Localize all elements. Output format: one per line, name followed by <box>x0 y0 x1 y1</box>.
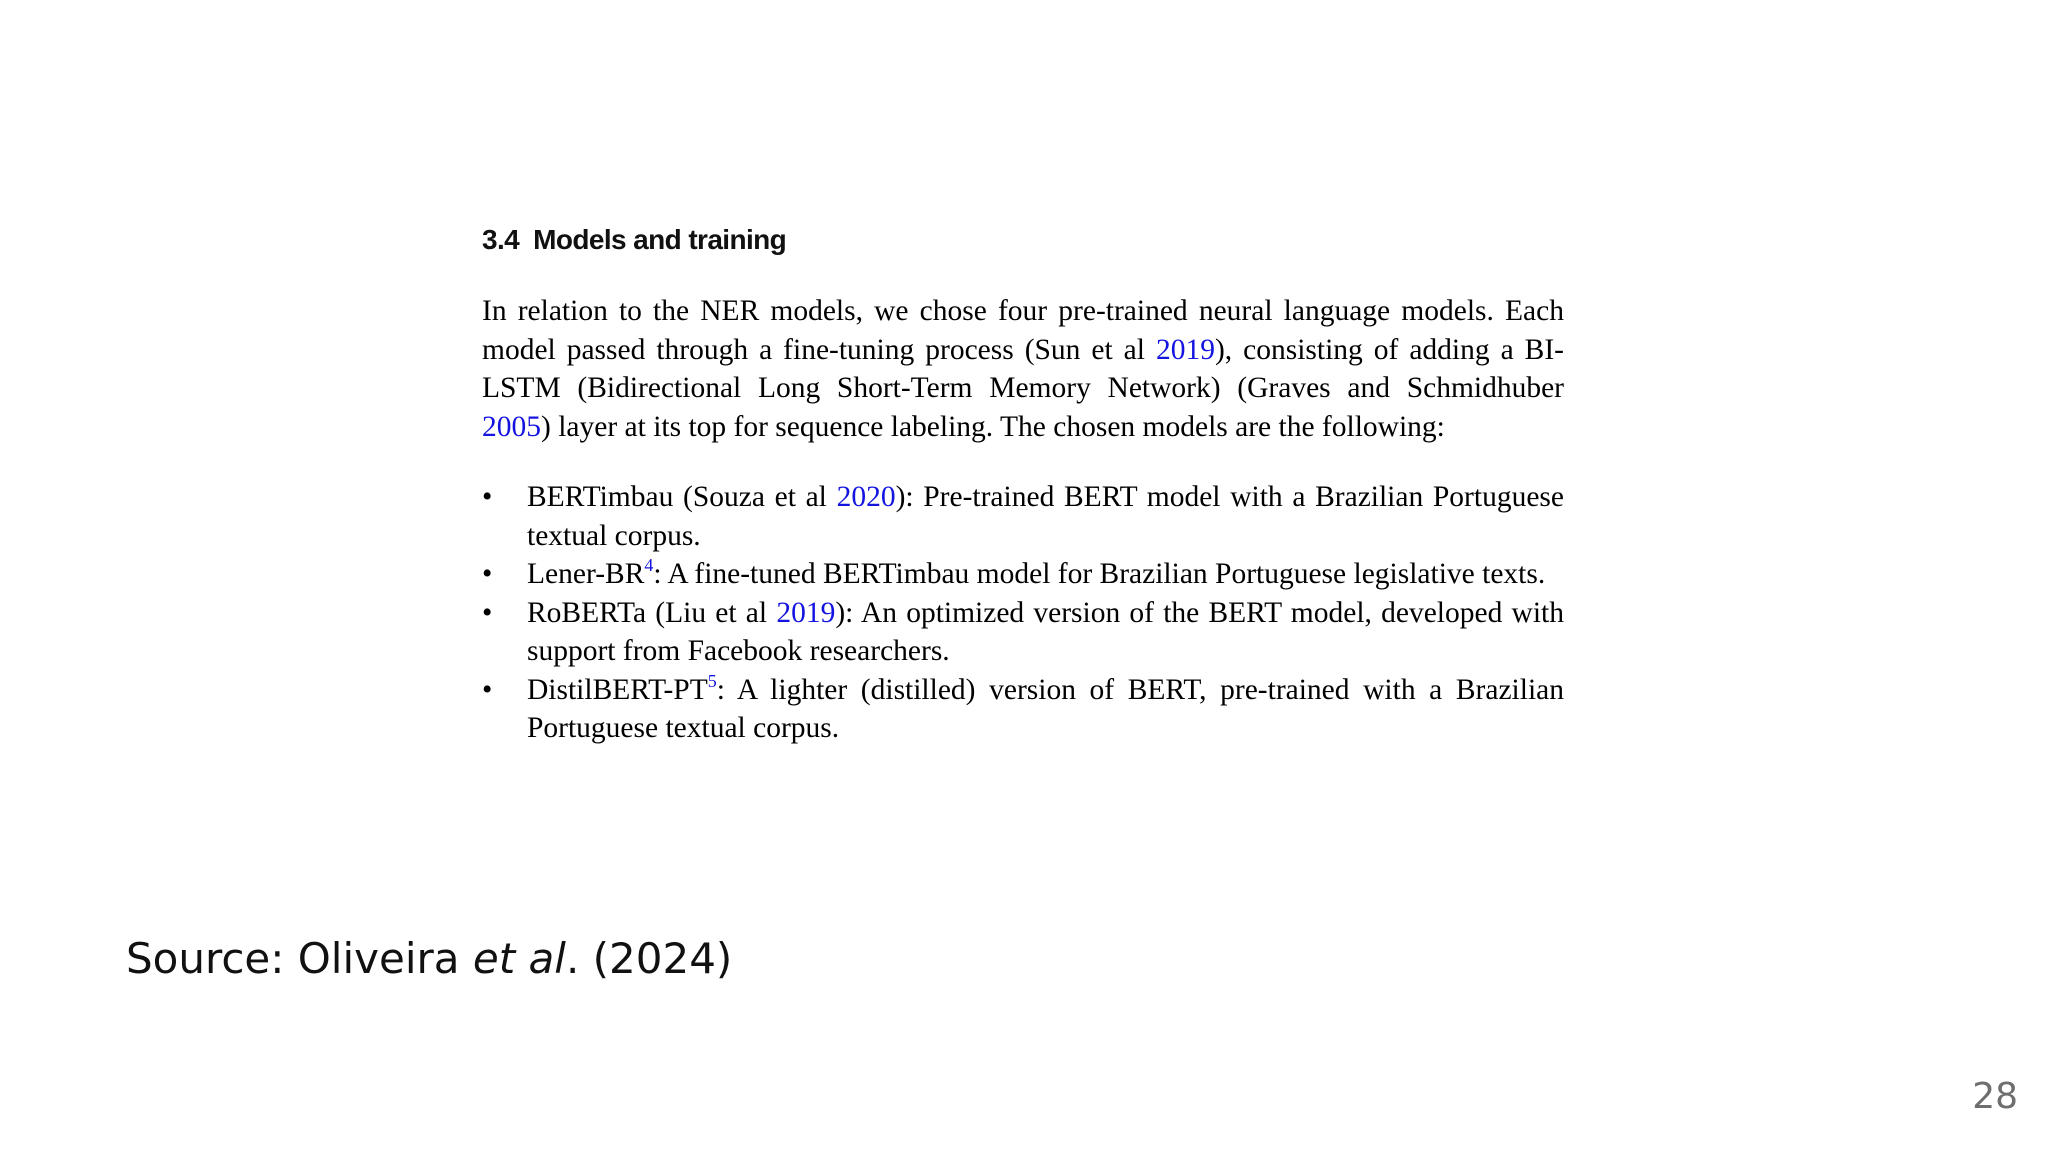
section-number: 3.4 <box>482 224 520 255</box>
intro-paragraph <box>482 292 1564 446</box>
list-item-lener-br <box>482 555 1564 594</box>
model-description-distilbert-pt: : A lighter (distilled) version of BERT, pre-trained with a Brazilian Portuguese textual corpus. <box>527 673 1564 744</box>
slide-page-number: 28 <box>1972 1076 2018 1117</box>
source-prefix: Source: Oliveira <box>126 934 473 983</box>
intro-text-part1: In relation to the NER models, we chose four pre-trained neural language models. Each model passed through a fine-tuning process (Sun et al <box>482 295 1564 366</box>
paper-excerpt <box>482 214 1564 748</box>
bullet-icon: • <box>482 558 493 590</box>
model-description-lener-br: : A fine-tuned BERTimbau model for Brazilian Portuguese legislative texts. <box>653 558 1546 590</box>
model-name-roberta: RoBERTa (Liu et al <box>527 596 777 629</box>
citation-link-graves-2005[interactable]: 2005 <box>482 410 541 443</box>
citation-link-sun-2019[interactable]: 2019 <box>1155 333 1215 366</box>
model-description-roberta: ): An optimized version of the BERT model, developed with support from Facebook researchers. <box>527 596 1564 667</box>
model-name-bertimbau: BERTimbau (Souza et al <box>527 481 837 513</box>
model-description-bertimbau: ): Pre-trained BERT model with a Brazilian Portuguese textual corpus. <box>527 481 1564 552</box>
section-title: Models and training <box>533 224 787 255</box>
bullet-icon: • <box>482 481 493 513</box>
model-name-distilbert-pt: DistilBERT-PT <box>527 673 708 706</box>
intro-text-part2: ), consisting of adding a BI-LSTM (Bidirectional Long Short-Term Memory Network) (Graves and Schmidhuber <box>482 333 1565 404</box>
footnote-link-5[interactable]: 5 <box>707 670 717 691</box>
intro-text-part3: ) layer at its top for sequence labeling. The chosen models are the following: <box>541 410 1445 443</box>
source-suffix: . (2024) <box>565 934 733 983</box>
citation-link-liu-2019[interactable]: 2019 <box>776 596 836 629</box>
model-name-lener-br: Lener-BR <box>527 558 645 590</box>
list-item-distilbert-pt <box>482 671 1564 748</box>
list-item-roberta <box>482 594 1564 671</box>
citation-link-souza-2020[interactable]: 2020 <box>836 481 896 513</box>
source-caption <box>126 934 732 983</box>
list-item-bertimbau <box>482 478 1564 555</box>
bullet-icon: • <box>482 596 493 629</box>
bullet-icon: • <box>482 673 493 706</box>
footnote-link-4[interactable]: 4 <box>644 555 654 575</box>
section-heading <box>482 214 1564 266</box>
source-et-al: et al <box>472 934 566 983</box>
models-list <box>482 478 1564 748</box>
